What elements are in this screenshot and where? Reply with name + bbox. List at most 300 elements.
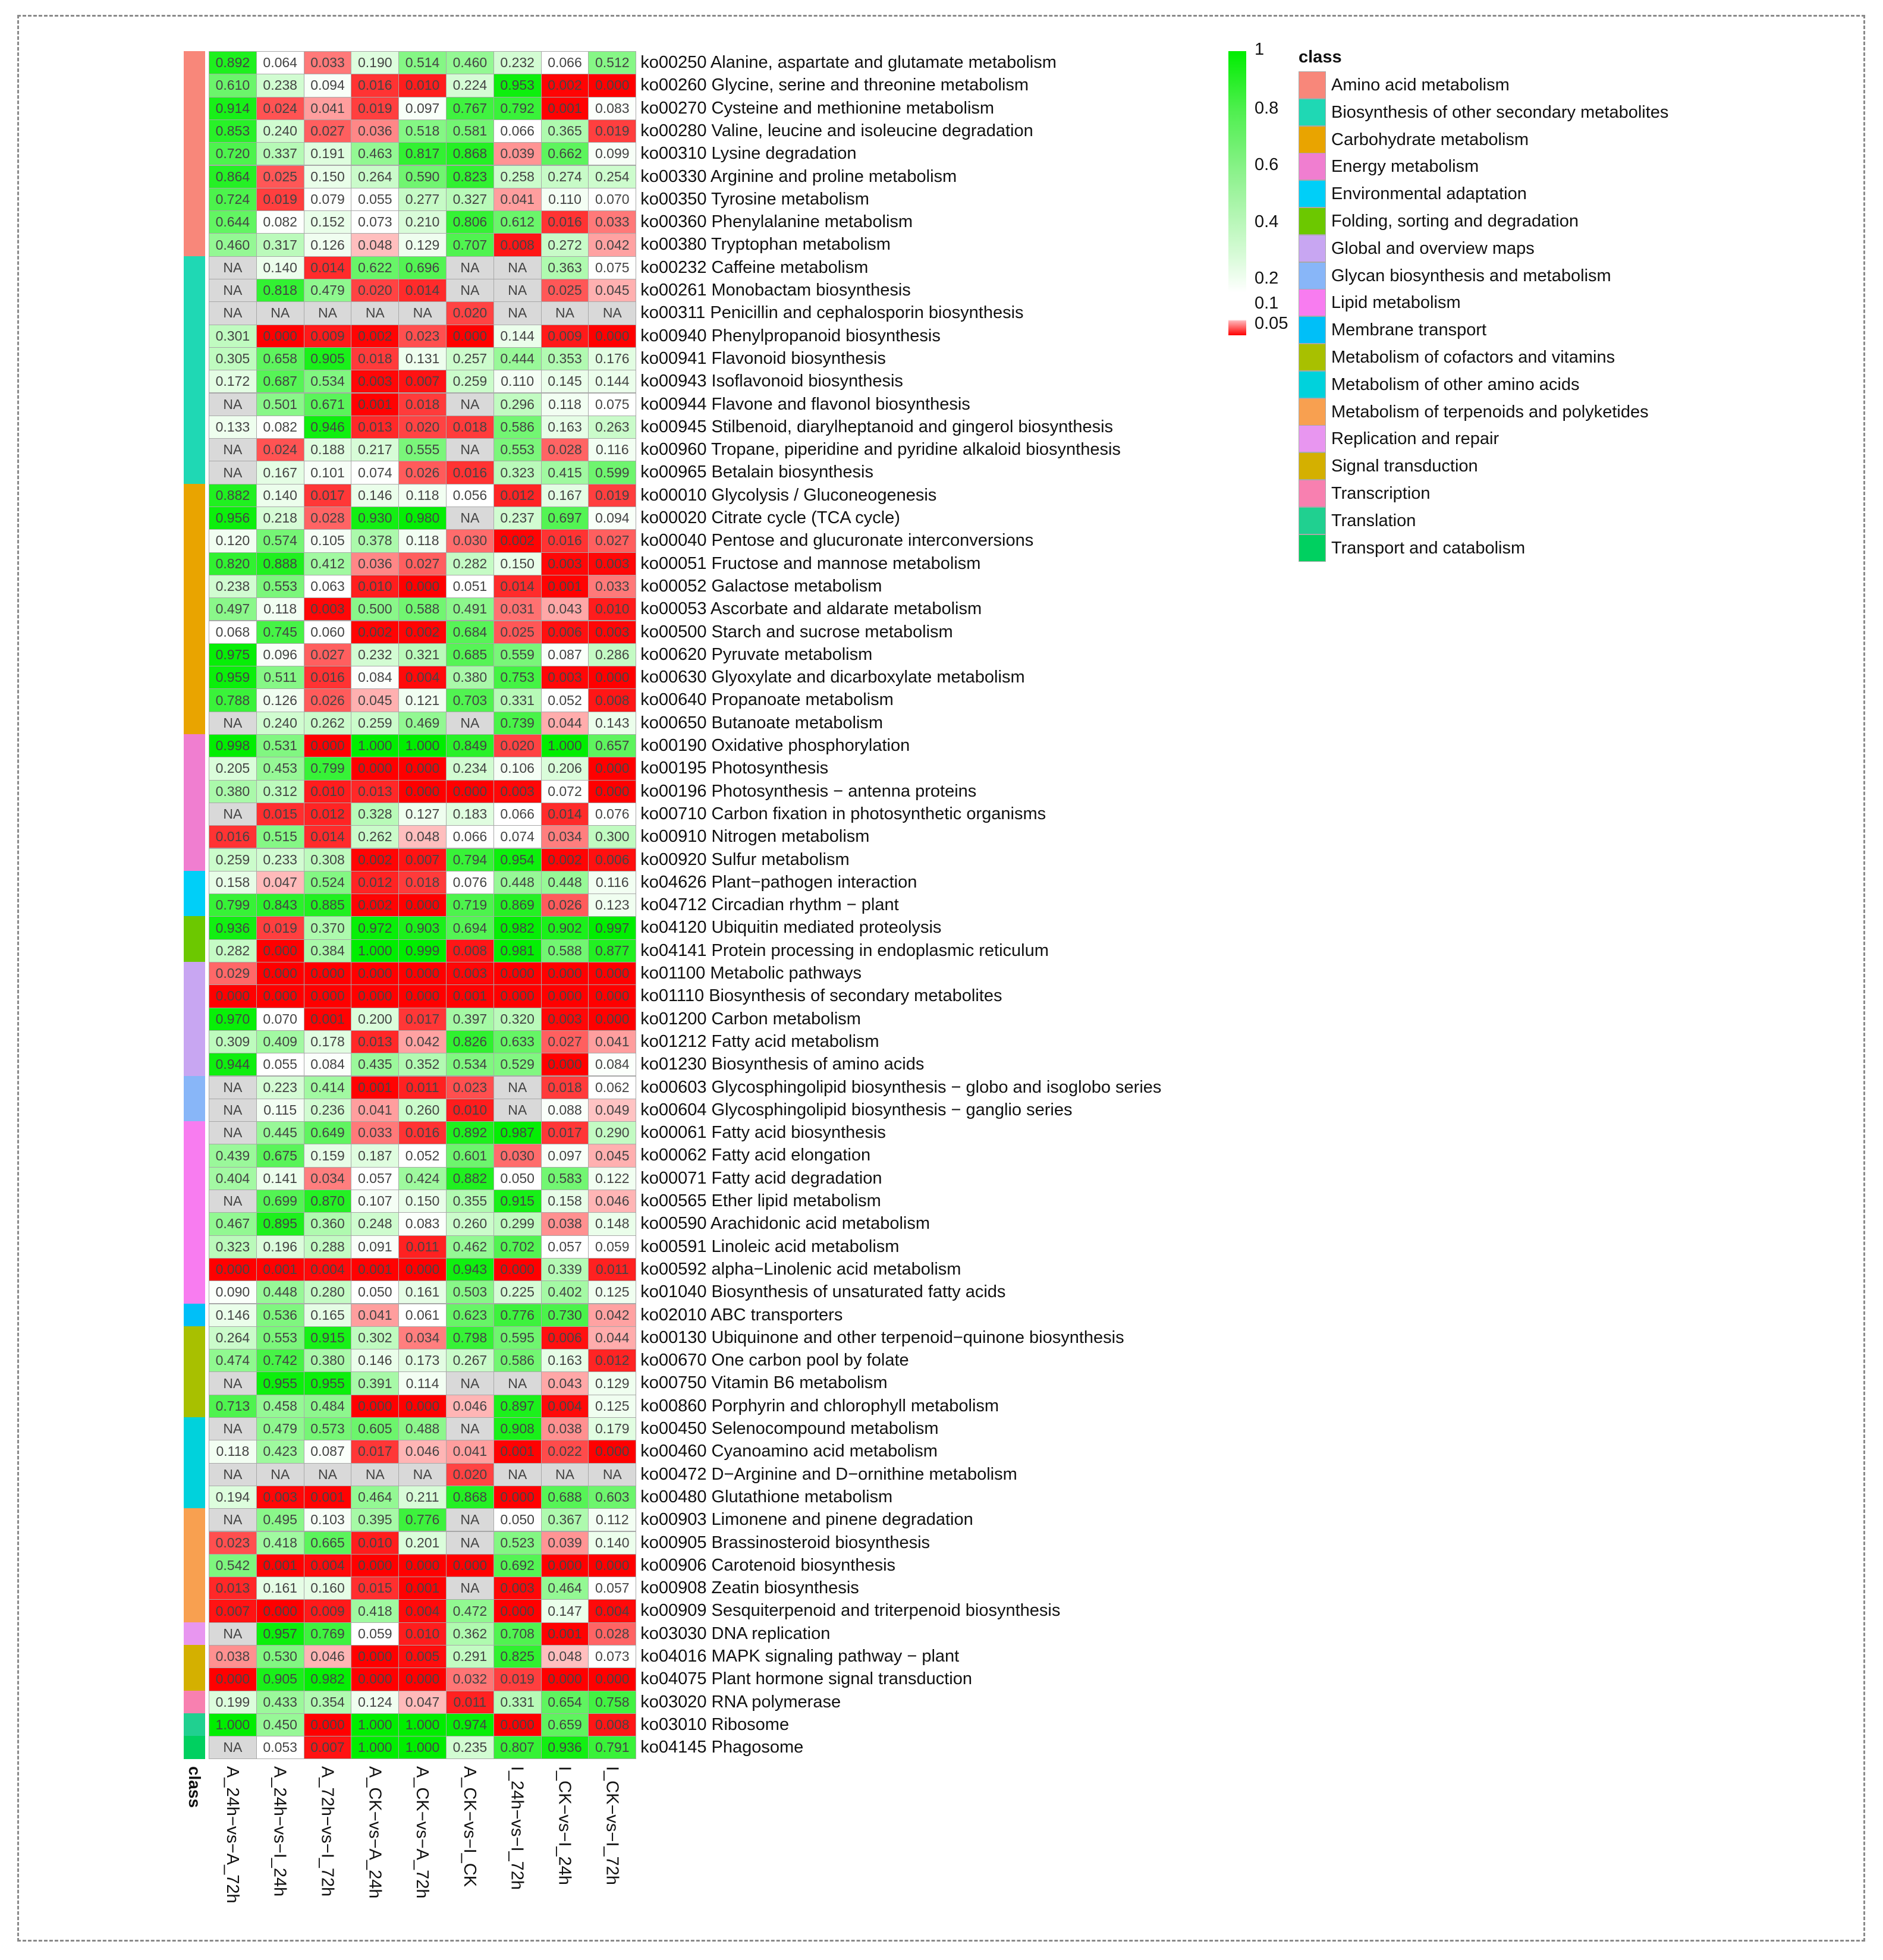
heatmap-cell: 0.046 [398,1440,447,1463]
row-label: ko00965 Betalain biosynthesis [640,463,873,482]
heatmap-cell: 0.001 [304,1008,352,1031]
heatmap-cell: 0.877 [588,939,636,962]
heatmap-cell: 0.354 [304,1691,352,1714]
row-label: ko04075 Plant hormone signal transduction [640,1669,972,1689]
heatmap-cell: 0.367 [541,1508,589,1531]
class-annotation-cell [184,666,205,689]
heatmap-cell: 0.107 [351,1190,399,1213]
heatmap-cell: 0.713 [209,1395,257,1418]
row-label: ko00195 Photosynthesis [640,759,829,778]
heatmap-cell: 0.943 [446,1258,494,1281]
class-annotation-cell [184,165,205,188]
heatmap-cell: 0.206 [541,757,589,780]
row-label: ko00941 Flavonoid biosynthesis [640,348,886,368]
heatmap-cell: 0.016 [209,825,257,848]
heatmap-cell: 0.424 [398,1167,447,1190]
heatmap-cell: 0.970 [209,1008,257,1031]
heatmap-cell: 1.000 [398,734,447,757]
heatmap-cell: 0.479 [304,279,352,302]
heatmap-cell: 0.011 [446,1691,494,1714]
row-label: ko00944 Flavone and flavonol biosynthesis [640,394,970,414]
heatmap-cell: 0.511 [256,666,304,689]
colorbar-tick-label: 0.05 [1255,314,1288,334]
heatmap-cell: 0.622 [351,256,399,279]
heatmap-cell: 0.355 [446,1190,494,1213]
heatmap-cell: 0.004 [588,1599,636,1622]
heatmap-cell: 0.448 [541,871,589,894]
heatmap-cell: 0.020 [351,279,399,302]
heatmap-cell: 0.163 [541,1349,589,1372]
heatmap-cell: 0.000 [351,1645,399,1668]
heatmap-cell: 0.309 [209,1030,257,1053]
heatmap-cell: 0.767 [446,97,494,120]
heatmap-cell: 0.050 [493,1508,542,1531]
heatmap-cell: 0.380 [304,1349,352,1372]
heatmap-cell: 0.001 [541,1622,589,1646]
heatmap-cell: 0.006 [588,848,636,872]
heatmap-cell: 0.982 [493,916,542,939]
heatmap-cell: 0.980 [398,506,447,530]
class-annotation-cell [184,1030,205,1053]
heatmap-cell: 0.140 [256,484,304,507]
heatmap-cell: 0.232 [351,643,399,666]
colorbar-tick-label: 1 [1255,40,1265,59]
heatmap-cell: NA [209,1463,257,1486]
class-annotation-cell [184,1622,205,1646]
heatmap-cell: 0.002 [398,621,447,644]
heatmap-cell: 0.008 [588,1713,636,1736]
heatmap-cell: 0.573 [304,1417,352,1440]
heatmap-cell: 0.000 [351,984,399,1008]
heatmap-cell: 0.160 [304,1577,352,1600]
row-label: ko00330 Arginine and proline metabolism [640,166,957,186]
heatmap-cell: 0.183 [446,803,494,826]
heatmap-cell: 0.126 [304,233,352,256]
heatmap-cell: NA [446,1577,494,1600]
heatmap-cell: 0.027 [541,1030,589,1053]
class-annotation-cell [184,1121,205,1144]
row-label: ko00280 Valine, leucine and isoleucine degradation [640,121,1033,140]
legend-label: Folding, sorting and degradation [1331,212,1579,231]
heatmap-cell: 0.000 [398,575,447,598]
heatmap-cell: 0.474 [209,1349,257,1372]
heatmap-cell: 0.008 [493,233,542,256]
heatmap-cell: 0.116 [588,438,636,461]
legend-swatch [1299,398,1326,426]
heatmap-cell: 0.083 [398,1212,447,1235]
heatmap-cell: 0.462 [446,1235,494,1259]
heatmap-cell: 0.423 [256,1440,304,1463]
heatmap-cell: 0.023 [446,1076,494,1099]
heatmap-cell: 0.414 [304,1076,352,1099]
class-annotation-cell [184,962,205,985]
class-annotation-cell [184,1645,205,1668]
heatmap-cell: 0.090 [209,1281,257,1304]
heatmap-cell: 0.665 [304,1531,352,1555]
heatmap-cell: 0.002 [351,621,399,644]
heatmap-cell: 1.000 [351,1713,399,1736]
heatmap-cell: 0.020 [446,301,494,325]
heatmap-cell: 0.272 [541,233,589,256]
heatmap-cell: 0.033 [588,575,636,598]
heatmap-cell: 0.096 [256,643,304,666]
heatmap-cell: 0.019 [493,1668,542,1691]
heatmap-cell: 0.531 [256,734,304,757]
heatmap-cell: 0.692 [493,1554,542,1577]
heatmap-cell: 0.236 [304,1099,352,1122]
heatmap-cell: 0.129 [588,1371,636,1395]
heatmap-cell: 0.274 [541,165,589,188]
heatmap-cell: 0.758 [588,1691,636,1714]
heatmap-cell: 0.299 [493,1212,542,1235]
heatmap-cell: 0.002 [351,894,399,917]
heatmap-cell: 0.633 [493,1030,542,1053]
heatmap-cell: 0.000 [398,1668,447,1691]
heatmap-cell: 0.000 [398,780,447,803]
heatmap-cell: 0.014 [304,256,352,279]
heatmap-cell: 0.103 [304,1508,352,1531]
heatmap-cell: 0.605 [351,1417,399,1440]
heatmap-cell: 0.033 [351,1121,399,1144]
heatmap-cell: 0.028 [304,506,352,530]
heatmap-cell: 0.144 [493,325,542,348]
heatmap-cell: 0.191 [304,142,352,165]
heatmap-cell: 0.586 [493,1349,542,1372]
legend-swatch [1299,480,1326,507]
class-annotation-cell [184,1258,205,1281]
heatmap-cell: 0.288 [304,1235,352,1259]
heatmap-cell: 0.753 [493,666,542,689]
heatmap-cell: 0.791 [588,1736,636,1759]
heatmap-cell: 0.178 [304,1030,352,1053]
legend-label: Amino acid metabolism [1331,75,1510,95]
heatmap-cell: 0.017 [541,1121,589,1144]
heatmap-cell: 0.020 [446,1463,494,1486]
row-label: ko00565 Ether lipid metabolism [640,1191,881,1210]
row-label: ko01100 Metabolic pathways [640,964,862,983]
heatmap-cell: 0.055 [351,188,399,211]
heatmap-cell: 0.205 [209,757,257,780]
heatmap-cell: 0.337 [256,142,304,165]
heatmap-cell: 0.328 [351,803,399,826]
heatmap-cell: 0.091 [351,1235,399,1259]
legend-swatch [1299,452,1326,480]
colorbar-tick-label: 0.8 [1255,98,1279,118]
heatmap-cell: 0.000 [351,1554,399,1577]
class-annotation-cell [184,1235,205,1259]
class-annotation-cell [184,1144,205,1167]
heatmap-cell: 0.853 [209,119,257,143]
heatmap-cell: 0.011 [398,1235,447,1259]
heatmap-cell: 0.301 [209,325,257,348]
heatmap-cell: 0.870 [304,1190,352,1213]
heatmap-cell: 0.739 [493,712,542,735]
heatmap-cell: 0.915 [304,1326,352,1349]
class-annotation-cell [184,1395,205,1418]
heatmap-cell: 0.066 [446,825,494,848]
heatmap-cell: 0.235 [446,1736,494,1759]
row-label: ko00051 Fructose and mannose metabolism [640,553,981,573]
heatmap-cell: 0.053 [256,1736,304,1759]
heatmap-cell: 0.000 [588,984,636,1008]
heatmap-cell: 0.016 [304,666,352,689]
row-label: ko00940 Phenylpropanoid biosynthesis [640,326,941,345]
heatmap-cell: 0.010 [398,1622,447,1646]
colorbar-tick-label: 0.2 [1255,269,1279,288]
heatmap-cell: 0.084 [351,666,399,689]
heatmap-cell: 0.395 [351,1508,399,1531]
heatmap-cell: 0.122 [588,1167,636,1190]
heatmap-cell: 0.000 [588,962,636,985]
heatmap-cell: 0.464 [351,1486,399,1509]
heatmap-cell: 0.523 [493,1531,542,1555]
heatmap-cell: 0.120 [209,529,257,552]
heatmap-cell: 0.009 [541,325,589,348]
row-label: ko00450 Selenocompound metabolism [640,1419,939,1438]
row-label: ko03010 Ribosome [640,1714,790,1734]
heatmap-cell: 0.187 [351,1144,399,1167]
heatmap-cell: 0.129 [398,233,447,256]
heatmap-cell: 0.612 [493,210,542,234]
heatmap-cell: 0.001 [541,575,589,598]
heatmap-cell: 0.380 [209,780,257,803]
heatmap-cell: 0.000 [304,962,352,985]
heatmap-cell: 0.042 [588,233,636,256]
row-label: ko00750 Vitamin B6 metabolism [640,1373,888,1393]
heatmap-cell: NA [446,506,494,530]
heatmap-cell: 0.043 [541,597,589,621]
heatmap-cell: 0.028 [588,1622,636,1646]
heatmap-cell: 0.046 [588,1190,636,1213]
heatmap-cell: 0.305 [209,347,257,370]
heatmap-cell: 0.019 [588,119,636,143]
heatmap-cell: 0.030 [493,1144,542,1167]
class-annotation-cell [184,1486,205,1509]
heatmap-cell: 0.052 [541,688,589,712]
row-label: ko00909 Sesquiterpenoid and triterpenoid biosynthesis [640,1601,1061,1621]
heatmap-cell: 0.010 [588,597,636,621]
heatmap-cell: 0.000 [256,1599,304,1622]
row-label: ko01212 Fatty acid metabolism [640,1031,879,1051]
heatmap-cell: 0.118 [398,529,447,552]
heatmap-cell: 1.000 [541,734,589,757]
heatmap-cell: NA [446,279,494,302]
heatmap-cell: 0.002 [493,529,542,552]
heatmap-cell: 0.003 [588,552,636,575]
heatmap-cell: 0.501 [256,393,304,416]
heatmap-cell: 0.000 [446,325,494,348]
heatmap-cell: 0.601 [446,1144,494,1167]
heatmap-cell: NA [209,803,257,826]
heatmap-cell: 0.000 [304,1713,352,1736]
heatmap-cell: 0.553 [256,575,304,598]
class-annotation-cell [184,1668,205,1691]
heatmap-cell: NA [209,1121,257,1144]
heatmap-cell: 0.603 [588,1486,636,1509]
column-label: I_24h−vs−I_72h [507,1766,527,1890]
heatmap-cell: 0.115 [256,1099,304,1122]
heatmap-cell: 0.825 [493,1645,542,1668]
class-annotation-cell [184,1440,205,1463]
heatmap-cell: 0.027 [398,552,447,575]
heatmap-cell: 0.057 [351,1167,399,1190]
heatmap-cell: 0.026 [304,688,352,712]
row-label: ko00472 D−Arginine and D−ornithine metabolism [640,1464,1017,1484]
heatmap-cell: 0.048 [351,233,399,256]
heatmap-cell: 0.323 [493,461,542,484]
heatmap-cell: 0.895 [256,1212,304,1235]
heatmap-cell: 0.518 [398,119,447,143]
heatmap-cell: 0.019 [351,97,399,120]
legend-swatch [1299,180,1326,207]
heatmap-cell: 0.016 [541,210,589,234]
class-annotation-cell [184,1008,205,1031]
heatmap-cell: 0.000 [398,1258,447,1281]
row-label: ko04120 Ubiquitin mediated proteolysis [640,918,942,937]
heatmap-cell: 0.000 [493,962,542,985]
heatmap-cell: 0.404 [209,1167,257,1190]
row-label: ko00620 Pyruvate metabolism [640,644,873,664]
heatmap-cell: 0.150 [493,552,542,575]
heatmap-cell: 0.022 [541,1440,589,1463]
colorbar [1228,51,1246,335]
legend-label: Signal transduction [1331,457,1478,476]
heatmap-cell: NA [209,461,257,484]
heatmap-cell: 0.014 [493,575,542,598]
heatmap-cell: 0.902 [541,916,589,939]
heatmap-cell: NA [351,301,399,325]
heatmap-cell: 0.044 [541,712,589,735]
heatmap-cell: NA [304,301,352,325]
heatmap-cell: 0.159 [304,1144,352,1167]
class-annotation-cell [184,279,205,302]
heatmap-cell: NA [493,1099,542,1122]
heatmap-cell: 0.194 [209,1486,257,1509]
heatmap-cell: 0.869 [493,894,542,917]
heatmap-cell: 0.050 [351,1281,399,1304]
heatmap-cell: 0.308 [304,848,352,872]
heatmap-cell: 0.010 [398,74,447,97]
row-label: ko00590 Arachidonic acid metabolism [640,1214,931,1234]
heatmap-cell: 0.981 [493,939,542,962]
heatmap-cell: 0.352 [398,1053,447,1076]
heatmap-cell: 0.453 [256,757,304,780]
heatmap-cell: 0.009 [304,325,352,348]
heatmap-cell: 0.041 [304,97,352,120]
heatmap-cell: 0.955 [256,1371,304,1395]
heatmap-cell: 0.008 [588,688,636,712]
heatmap-cell: 0.776 [493,1304,542,1327]
heatmap-cell: 0.530 [256,1645,304,1668]
class-annotation-cell [184,1371,205,1395]
heatmap-cell: NA [209,256,257,279]
heatmap-cell: 0.001 [398,1577,447,1600]
heatmap-cell: 0.011 [398,1076,447,1099]
row-label: ko00591 Linoleic acid metabolism [640,1237,900,1256]
heatmap-cell: 0.123 [588,894,636,917]
heatmap-cell: 0.201 [398,1531,447,1555]
heatmap-cell: 0.124 [351,1691,399,1714]
class-annotation-cell [184,119,205,143]
class-annotation-cell [184,416,205,439]
heatmap-cell: 0.327 [446,188,494,211]
heatmap-cell: 0.000 [588,1008,636,1031]
heatmap-cell: 0.467 [209,1212,257,1235]
heatmap-cell: 0.000 [588,1440,636,1463]
heatmap-cell: 0.915 [493,1190,542,1213]
heatmap-cell: 0.975 [209,643,257,666]
heatmap-cell: 0.029 [209,962,257,985]
heatmap-cell: 0.000 [588,325,636,348]
heatmap-cell: 0.892 [209,51,257,74]
heatmap-cell: 0.031 [493,597,542,621]
class-annotation-cell [184,1190,205,1213]
heatmap-cell: 0.075 [588,256,636,279]
heatmap-cell: 0.905 [304,347,352,370]
heatmap-cell: 0.084 [588,1053,636,1076]
class-annotation-cell [184,438,205,461]
heatmap-cell: 0.512 [588,51,636,74]
heatmap-cell: 0.936 [209,916,257,939]
heatmap-cell: 0.044 [588,1326,636,1349]
heatmap-cell: 0.460 [209,233,257,256]
heatmap-cell: 0.190 [351,51,399,74]
heatmap-cell: 0.000 [351,1395,399,1418]
heatmap-cell: 0.882 [446,1167,494,1190]
heatmap-cell: 0.321 [398,643,447,666]
heatmap-cell: NA [446,393,494,416]
heatmap-cell: 0.161 [256,1577,304,1600]
heatmap-cell: 0.000 [209,984,257,1008]
row-label: ko00910 Nitrogen metabolism [640,827,870,847]
heatmap-cell: 0.959 [209,666,257,689]
heatmap-cell: 0.047 [256,871,304,894]
heatmap-cell: 0.820 [209,552,257,575]
heatmap-cell: 0.662 [541,142,589,165]
heatmap-cell: 0.030 [446,529,494,552]
heatmap-cell: 0.014 [541,803,589,826]
heatmap-cell: 1.000 [351,1736,399,1759]
row-label: ko00190 Oxidative phosphorylation [640,736,910,755]
heatmap-cell: 0.703 [446,688,494,712]
heatmap-cell: 0.479 [256,1417,304,1440]
heatmap-cell: 0.007 [209,1599,257,1622]
heatmap-cell: 0.581 [446,119,494,143]
heatmap-cell: NA [398,301,447,325]
heatmap-cell: 0.059 [351,1622,399,1646]
legend-label: Membrane transport [1331,320,1487,340]
heatmap-cell: 0.225 [493,1281,542,1304]
colorbar-tick-label: 0.4 [1255,212,1279,231]
heatmap-cell: 0.158 [209,871,257,894]
heatmap-cell: 0.176 [588,347,636,370]
heatmap-cell: 0.418 [351,1599,399,1622]
legend-swatch [1299,262,1326,290]
heatmap-cell: 0.011 [588,1258,636,1281]
class-annotation-cell [184,1554,205,1577]
heatmap-cell: 0.415 [541,461,589,484]
class-annotation-cell [184,1099,205,1122]
heatmap-cell: 0.034 [304,1167,352,1190]
heatmap-cell: 0.649 [304,1121,352,1144]
class-annotation-cell [184,1053,205,1076]
heatmap-cell: 0.110 [541,188,589,211]
heatmap-cell: 0.034 [398,1326,447,1349]
class-annotation-cell [184,1167,205,1190]
heatmap-cell: 0.397 [446,1008,494,1031]
heatmap-cell: 0.112 [588,1508,636,1531]
heatmap-cell: 0.445 [256,1121,304,1144]
